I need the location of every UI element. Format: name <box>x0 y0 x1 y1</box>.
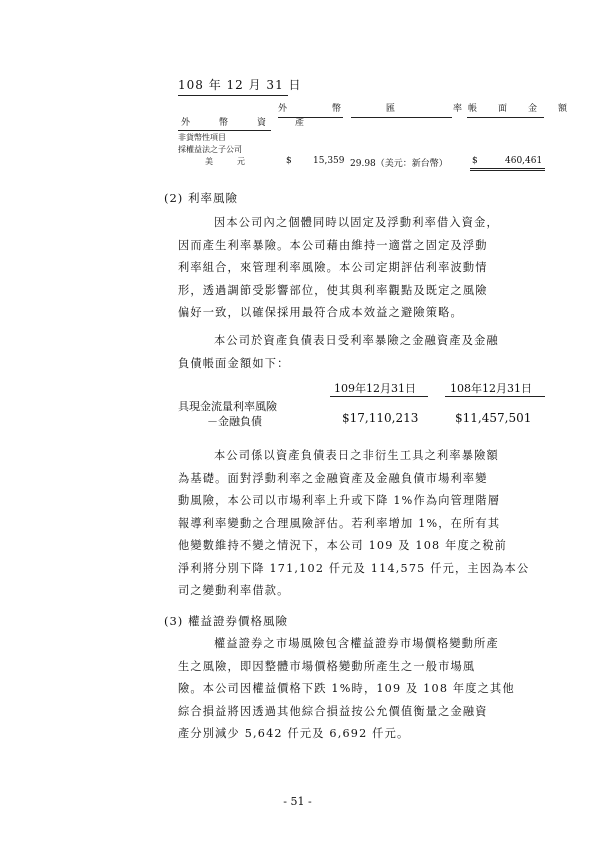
section2-heading: (2) 利率風險 <box>164 191 238 205</box>
page-number: - 51 - <box>283 795 312 808</box>
date-heading-underline <box>178 95 288 96</box>
paragraph-line: 淨利將分別下降 171,102 仟元及 114,575 仟元，主因為本公 <box>178 561 530 575</box>
book-value-double-underline <box>470 170 545 171</box>
col-header-rule-mid <box>351 117 452 118</box>
table2-col-108-rule <box>445 396 545 397</box>
fx-rate: 29.98（美元：新台幣） <box>350 159 448 169</box>
paragraph-line: 利率組合，來管理利率風險。本公司定期評估利率波動情 <box>178 261 488 274</box>
paragraph-line: 本公司係以資產負債表日之非衍生工具之利率暴險額 <box>214 449 499 462</box>
fx-dollar-sign: $ <box>286 156 292 166</box>
col-header-book-value: 帳 面 金 額 <box>468 104 574 114</box>
paragraph-line: 動風險，本公司以市場利率上升或下降 1%作為向管理階層 <box>178 494 501 507</box>
table2-row-label-2: －金融負債 <box>207 415 262 428</box>
paragraph-line: 因本公司內之個體同時以固定及浮動利率借入資金， <box>214 216 499 229</box>
paragraph-line: 為基礎。面對浮動利率之金融資產及金融負債市場利率變 <box>178 471 488 485</box>
paragraph-line: 因而產生利率暴險。本公司藉由維持一適當之固定及浮動 <box>178 238 488 252</box>
table2-col-109: 109年12月31日 <box>334 382 416 395</box>
row-header-foreign-assets: 外 幣 資 產 <box>181 118 315 128</box>
item-label: 採權益法之子公司 <box>178 145 242 154</box>
table2-value-108: $11,457,501 <box>455 411 532 425</box>
currency-label: 美 元 <box>205 157 253 166</box>
category-label: 非貨幣性項目 <box>178 133 226 142</box>
paragraph-line: 司之變動利率借款。 <box>178 584 290 597</box>
book-value-underline <box>470 168 545 169</box>
paragraph-line: 形，透過調節受影響部位，使其與利率觀點及既定之風險 <box>178 283 488 297</box>
paragraph-line: 他變數維持不變之情況下，本公司 109 及 108 年度之稅前 <box>178 539 508 552</box>
paragraph-line: 報導利率變動之合理風險評估。若利率增加 1%，在所有其 <box>178 516 501 530</box>
section3-heading: (3) 權益證券價格風險 <box>164 614 288 628</box>
section2-paragraph-3 <box>178 445 550 603</box>
table2-row-label-1: 具現金流量利率風險 <box>178 400 277 413</box>
paragraph-line: 生之風險，即因整體市場價格變動所產生之一般市場風 <box>178 659 476 673</box>
paragraph-line: 險。本公司因權益價格下跌 1%時，109 及 108 年度之其他 <box>178 682 515 695</box>
fx-amount: 15,359 <box>313 156 345 166</box>
book-value: 460,461 <box>505 156 543 166</box>
section3-paragraph <box>178 633 550 746</box>
paragraph-line: 權益證券之市場風險包含權益證券市場價格變動所產 <box>214 637 499 650</box>
col-header-rate: 率 <box>453 104 463 114</box>
col-header-rule-right <box>467 117 544 118</box>
paragraph-line: 產分別減少 5,642 仟元及 6,692 仟元。 <box>178 727 410 740</box>
paragraph-line: 偏好一致，以確保採用最符合成本效益之避險策略。 <box>178 306 463 319</box>
paragraph-line: 本公司於資產負債表日受利率暴險之金融資產及金融 <box>214 334 499 347</box>
table1-date-heading: 108 年 12 月 31 日 <box>178 78 302 92</box>
book-dollar-sign: $ <box>472 156 478 166</box>
table2-col-108: 108年12月31日 <box>450 382 532 395</box>
paragraph-line: 綜合損益將因透過其他綜合損益按公允價值衡量之金融資 <box>178 704 488 718</box>
section2-paragraph-2 <box>178 330 550 375</box>
paragraph-line: 負債帳面金額如下： <box>178 356 290 370</box>
row-header-rule <box>178 130 271 131</box>
col-header-fx: 外 幣 匯 <box>278 104 414 114</box>
section2-paragraph-1 <box>178 212 550 325</box>
table2-col-109-rule <box>330 396 428 397</box>
table2-value-109: $17,110,213 <box>342 411 419 425</box>
